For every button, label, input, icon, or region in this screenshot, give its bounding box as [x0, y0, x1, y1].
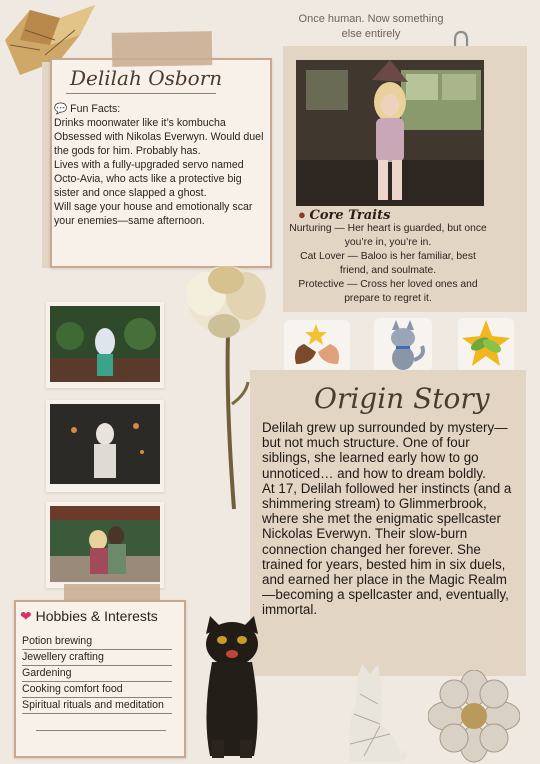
- fun-fact-item: Drinks moonwater like it’s kombucha: [54, 117, 226, 129]
- trait-item: Protective — Cross her loved ones and prepare to regret it.: [298, 279, 478, 304]
- magic-photo: [50, 404, 160, 484]
- hobby-item: Spiritual rituals and meditation: [22, 698, 172, 714]
- tape-strip: [112, 31, 213, 67]
- pinky-promise-icon: [282, 318, 352, 376]
- hobby-item: Gardening: [22, 666, 172, 682]
- profile-card: [50, 58, 272, 268]
- cat-icon: [372, 316, 434, 374]
- fun-fact-item: Will sage your house and emotionally scar your enemies—same afternoon.: [54, 201, 253, 227]
- origin-paragraph: Delilah grew up surrounded by mystery—but not much structure. One of four siblings, she learned early how to go unnoticed… and how to dream boldly.: [262, 420, 508, 481]
- profile-name: Delilah Osborn: [70, 66, 223, 90]
- core-traits-header: [298, 207, 390, 223]
- trait-item: Nurturing — Her heart is guarded, but once you’re in, you’re in.: [289, 223, 487, 248]
- blank-line: [36, 730, 166, 731]
- garden-photo: [50, 306, 160, 382]
- map-flower-decoration: [428, 670, 520, 764]
- fun-facts-header: [54, 102, 266, 116]
- plant-icon: [456, 316, 516, 374]
- portrait-photo: [296, 60, 484, 206]
- paw-icon: ●: [298, 207, 306, 222]
- trait-item: Cat Lover — Baloo is her familiar, best friend, and soulmate.: [300, 251, 476, 276]
- hobbies-card: [14, 600, 186, 758]
- tagline: Once human. Now something else entirely: [298, 13, 444, 40]
- hobby-item: Potion brewing: [22, 634, 172, 650]
- hobbies-title: Hobbies & Interests: [35, 608, 158, 624]
- fun-fact-item: Lives with a fully-upgraded servo named Octo-Avia, who acts like a protective big sister and once slapped a ghost.: [54, 159, 244, 199]
- core-traits-title: Core Traits: [309, 208, 391, 223]
- black-cat-decoration: [192, 616, 272, 762]
- fun-facts-title: Fun Facts:: [70, 103, 121, 115]
- name-underline: [66, 93, 216, 94]
- heart-icon: ❤: [20, 608, 32, 624]
- fun-fact-item: Obsessed with Nikolas Everwyn. Would duel the gods for him. Probably has.: [54, 131, 264, 157]
- map-cat-decoration: [340, 664, 416, 764]
- hobby-item: Jewellery crafting: [22, 650, 172, 666]
- hobby-item: Cooking comfort food: [22, 682, 172, 698]
- origin-paragraph: At 17, Delilah followed her instincts (and a shimmering stream) to Glimmerbrook, where she met the enigmatic spellcaster Nickolas Everwyn. Their slow-burn connection changed her forever. She trained for years, bested him in six duels, and earned her place in the Magic Realm—becoming a spellcaster and, eventually, immortal.: [262, 480, 512, 618]
- couple-photo: [50, 506, 160, 582]
- hobbies-header: [20, 608, 158, 625]
- speech-bubble-icon: 💬: [54, 103, 68, 115]
- origin-title: Origin Story: [314, 382, 490, 415]
